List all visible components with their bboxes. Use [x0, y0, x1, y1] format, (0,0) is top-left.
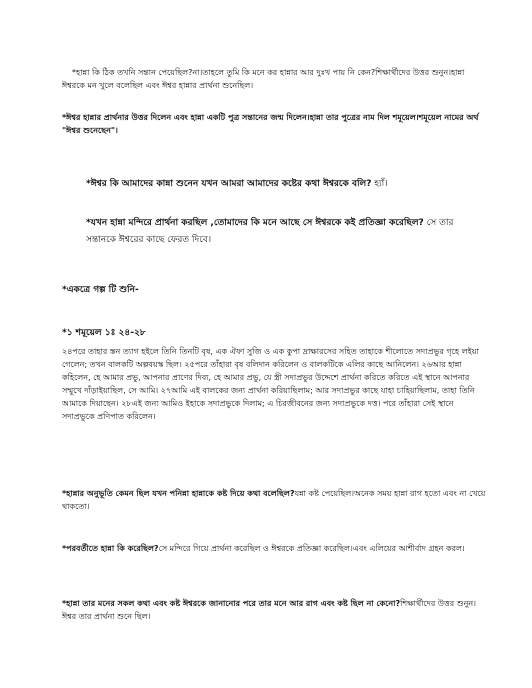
paragraph-4-text: সে তার সন্তানকে ঈশ্বরের কাছে ফেরত দিবে।	[86, 218, 454, 245]
paragraph-8	[62, 487, 487, 513]
paragraph-5	[62, 282, 487, 299]
paragraph-3-text: হ্যাঁ।	[371, 179, 388, 189]
paragraph-6-bold: *১ শমূয়েল ১ঃ ২৪-২৮	[62, 328, 146, 338]
paragraph-10	[62, 597, 487, 623]
paragraph-1	[62, 66, 487, 92]
paragraph-9	[62, 542, 487, 555]
paragraph-4	[86, 215, 486, 249]
paragraph-9-bold: *পরবর্তীতে হান্না কি করেছিল?	[62, 544, 159, 553]
paragraph-3-bold: *ঈশ্বর কি আমাদের কান্না শুনেন যখন আমরা আমাদের কষ্টের কথা ঈশ্বরকে বলি?	[86, 179, 372, 189]
paragraph-4-bold: *যখন হান্না মন্দিরে প্রার্থনা করছিল ,তোমাদের কি মনে আছে সে ঈশ্বরকে কই প্রতিজ্ঞা করেছিল?	[86, 218, 424, 228]
paragraph-6-heading	[62, 327, 487, 340]
paragraph-3	[86, 176, 486, 193]
paragraph-8-text: যন্না কষ্ট পেয়েছিল।অনেক সময় হান্না রাগ হতো এবং না খেয়ে থাকতো।	[62, 489, 486, 511]
paragraph-7-scripture	[62, 345, 487, 423]
paragraph-9-text: সে মন্দিরে গিয়ে প্রার্থনা করেছিল ও ঈশ্বরকে প্রতিজ্ঞা করেছিল।এবং এলিয়ের আশীর্বাদ গ্রহন করল।	[158, 544, 465, 553]
paragraph-8-bold: *হান্নার অনুভূতি কেমন ছিল যখন পনিন্না হান্নাকে কষ্ট দিয়ে কথা বলেছিল?	[62, 489, 295, 498]
paragraph-5-bold: *একত্রে গল্প টি শুনি-	[62, 285, 139, 295]
paragraph-2-bold: *ঈশ্বর হান্নার প্রার্থনার উত্তর দিলেন এবং হান্না একটি পুত্র সন্তানের জন্ম দিলেন।হান্না তার পুত্রের নাম দিল শমূয়েল।শমূয়েল নামের অর্থ "ঈশ্বর শুনেছেন"।	[62, 113, 479, 135]
paragraph-2	[62, 111, 492, 137]
paragraph-7-text: ২৪পরে তাহার স্তন ত্যাগ হইলে তিনি তিনটি বৃষ, এক ঐফা সুজি ও এক কুপা দ্রাক্ষারসের সহিত তাহাকে শীলোতে সদাপ্রভুর গৃহে লইয়া গেলেন; তখন বালকটি অল্পবয়স্ক ছিল। ২৫পরে তাঁহারা বৃষ বলিদান করিলেন ও বালকটিকে এলির কাছে আনিলেন। ২৬আর হান্না কহিলেন, হে আমার প্রভু, আপনার প্রাণের দিব্য, হে আমার প্রভু, যে স্ত্রী সদাপ্রভুর উদ্দেশে প্রার্থনা করিতে করিতে এই স্থানে আপনার সম্মুখে দাঁড়াইয়াছিল, সে আমি। ২৭আমি এই বালকের জন্য প্রার্থনা করিয়াছিলাম; আর সদাপ্রভুর কাছে যাহা চাহিয়াছিলাম, তাহা তিনি আমাকে দিয়াছেন। ২৮এই জন্য আমিও ইহাকে সদাপ্রভুকে দিলাম; এ চিরজীবনের জন্য সদাপ্রভুকে দত্ত। পরে তাঁহারা সেই স্থানে সদাপ্রভুকে প্রণিপাত করিলেন।	[62, 347, 479, 421]
paragraph-10-text: শিক্ষার্থীদের উত্তর শুনুন।ঈশ্বর তার প্রার্থনা শুনে ছিল।	[62, 599, 476, 621]
paragraph-10-bold: *হান্না তার মনের সকল কথা এবং কষ্ট ঈশ্বরকে জানানোর পরে তার মনে আর রাগ এবং কষ্ট ছিল না কেনো?	[62, 599, 401, 608]
paragraph-1-text: *হান্না কি ঠিক তখনি সন্তান পেয়েছিল?না।তাহলে তুমি কি মনে কর হান্নার আর দুঃখ পায় নি কেন?শিক্ষার্থীদের উত্তর শুনুন।হান্না ঈশ্বরকে মন খুলে বলেছিল এবং ঈশ্বর হান্নার প্রার্থনা শুনেছিল।	[62, 68, 465, 90]
